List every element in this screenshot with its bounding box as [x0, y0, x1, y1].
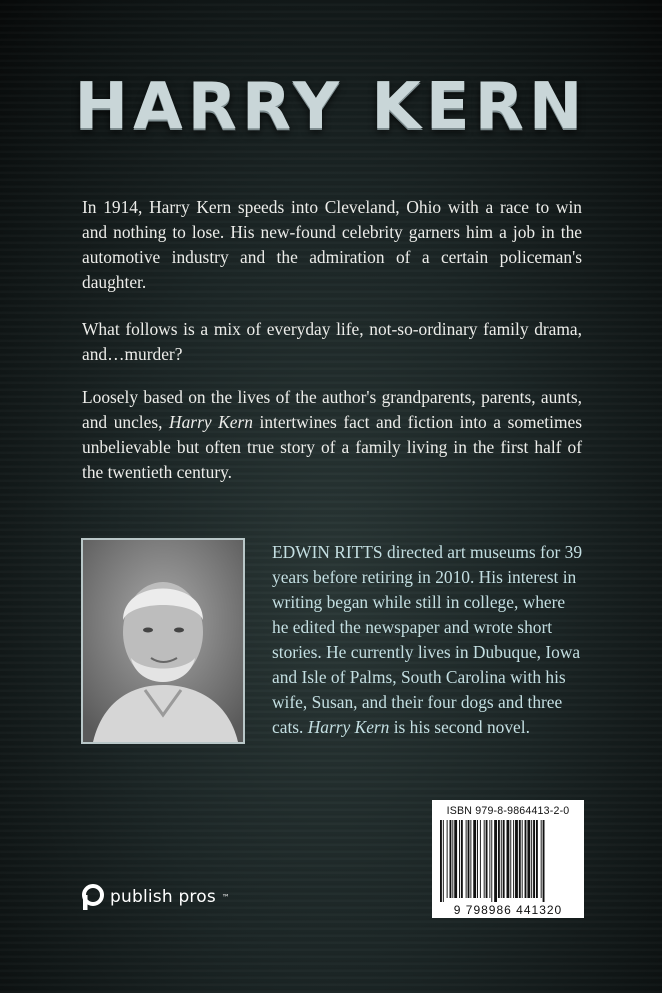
barcode-bar: [503, 820, 505, 898]
barcode-bar: [498, 820, 500, 898]
isbn-label: ISBN 979-8-9864413-2-0: [446, 805, 570, 817]
barcode-bar: [510, 820, 511, 898]
barcode-bar: [484, 820, 485, 898]
barcode-bar: [486, 820, 488, 898]
trademark-mark: ™: [221, 892, 230, 902]
author-name: EDWIN RITTS: [272, 542, 383, 562]
barcode-bar: [454, 820, 457, 898]
barcode-bar: [461, 820, 463, 898]
barcode-bar: [513, 820, 514, 898]
blurb-paragraph-2: What follows is a mix of everyday life, not-so-ordinary family drama, and…murder?: [82, 319, 582, 364]
isbn-number: 9 798986 441320: [453, 903, 563, 917]
barcode-bar: [470, 820, 471, 898]
barcode-bar: [450, 820, 452, 898]
barcode-bar: [491, 820, 492, 902]
publisher-logo: [80, 883, 230, 911]
barcode-bar: [480, 820, 481, 898]
author-bio: [272, 540, 584, 740]
bio-text-end: is his second novel.: [389, 717, 530, 737]
barcode-bar: [447, 820, 448, 898]
barcode-bar: [519, 820, 521, 898]
publisher-name: publish pros: [110, 887, 216, 907]
barcode-bar: [459, 820, 460, 898]
barcode-bar: [525, 820, 527, 898]
author-photo: [81, 538, 245, 744]
barcode-bar: [452, 820, 453, 898]
barcode-bar: [541, 820, 542, 898]
publisher-mark-icon: [80, 884, 104, 910]
barcode-bar: [536, 820, 538, 898]
bio-book-title: Harry Kern: [307, 717, 390, 737]
blurb-p3-title: Harry Kern: [169, 412, 253, 432]
barcode-bar: [468, 820, 470, 898]
barcode-icon: [438, 820, 578, 902]
barcode-bar: [477, 820, 478, 898]
barcode-bar: [489, 820, 490, 898]
bio-text: directed art museums for 39 years before retiring in 2010. His interest in writing began while still in college, where he edited the newspaper and wrote short stories. He currently lives in Dubuque, Iowa and Isle of Palms, South Carolina with his wife, Susan, and their four dogs and three cats.: [272, 542, 583, 737]
barcode-bar: [543, 820, 545, 902]
barcode-bar: [533, 820, 535, 898]
blurb-paragraph-3: [82, 385, 582, 485]
blurb-p3-before: Loosely based on the lives of the author's grandparents, parents, aunts, and uncles,: [82, 387, 582, 432]
barcode-bar: [527, 820, 530, 898]
barcode-bar: [473, 820, 476, 898]
blurb-paragraph-1: In 1914, Harry Kern speeds into Cleveland, Ohio with a race to win and nothing to lose. His new-found celebrity garners him a job in the automotive industry and the admiration of a certain policeman's daughter.: [82, 197, 582, 292]
barcode-bar: [531, 820, 532, 898]
book-title: HARRY KERN: [74, 70, 588, 144]
barcode-bar: [507, 820, 510, 898]
barcode-bar: [515, 820, 518, 898]
barcode-bar: [466, 820, 467, 898]
barcode-bar: [443, 820, 444, 902]
barcode-bar: [440, 820, 442, 902]
blurb-p3-after: intertwines fact and fiction into a sometimes unbelievable but often true story of a family living in the first half of the twentieth century.: [82, 412, 582, 482]
barcode-bar: [522, 820, 523, 898]
barcode-bar: [501, 820, 502, 898]
isbn-barcode: [432, 800, 584, 918]
barcode-bar: [494, 820, 497, 902]
